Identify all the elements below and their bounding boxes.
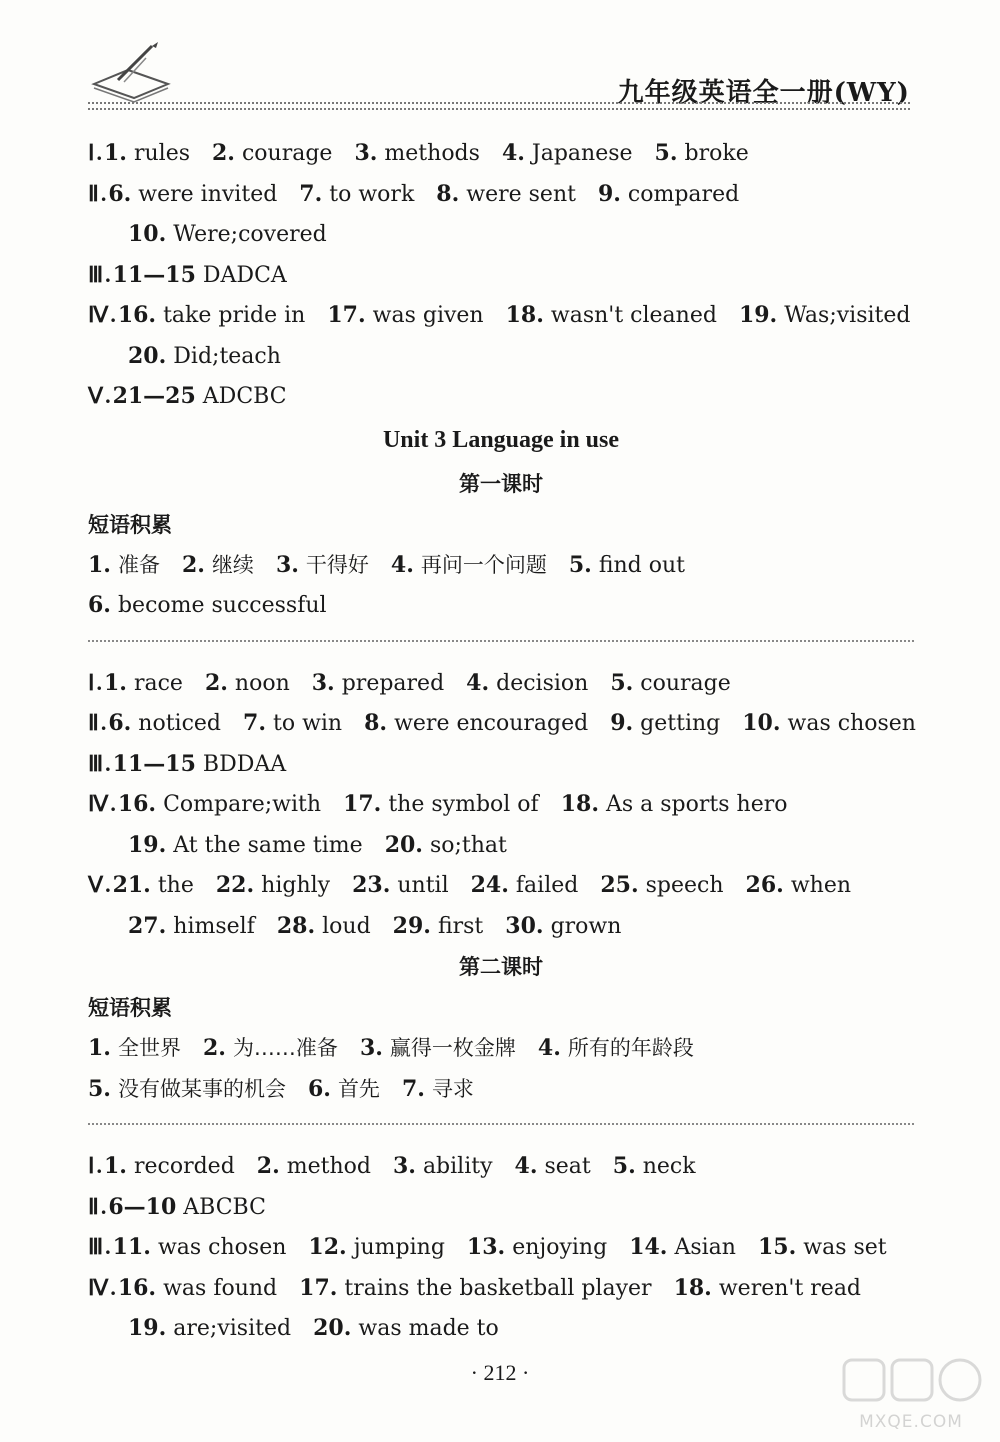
question-number: 4. xyxy=(537,1035,561,1061)
roman-numeral: Ⅴ xyxy=(88,383,104,408)
answer-line xyxy=(88,255,914,296)
question-number: 23. xyxy=(352,872,391,898)
roman-dot: . xyxy=(96,140,102,165)
answer-item xyxy=(308,1235,445,1260)
answer-item xyxy=(243,711,342,736)
answer-line xyxy=(88,865,914,906)
question-number: 18. xyxy=(560,791,599,817)
answer-item xyxy=(88,593,327,618)
answer-text: Were;covered xyxy=(173,222,327,247)
answer-item xyxy=(113,1235,287,1260)
answer-text: rules xyxy=(133,141,190,166)
roman-dot: . xyxy=(100,180,107,206)
answer-text: 准备 xyxy=(117,552,160,577)
question-number: 18. xyxy=(673,1274,712,1301)
question-number: 6. xyxy=(108,180,132,207)
answer-item xyxy=(629,1235,736,1260)
answer-text: highly xyxy=(261,873,331,898)
answer-item xyxy=(203,1036,338,1061)
answer-item xyxy=(128,833,363,858)
answer-text: jumping xyxy=(353,1235,445,1260)
question-number: 20. xyxy=(128,342,167,369)
answer-text: 再问一个问题 xyxy=(420,552,547,577)
answer-item xyxy=(276,553,369,578)
roman-dot: . xyxy=(105,872,111,897)
answer-text: speech xyxy=(645,873,724,898)
answer-item xyxy=(313,1316,499,1341)
answer-item xyxy=(113,752,286,777)
answer-text: ability xyxy=(422,1154,493,1179)
lesson-title: 第一课时 xyxy=(459,471,543,496)
answer-text: Asian xyxy=(674,1235,736,1260)
question-number: 7. xyxy=(401,1075,425,1102)
unit-title: Unit 3 Language in use xyxy=(382,426,620,453)
answer-line xyxy=(88,214,914,255)
section-title: 短语积累 xyxy=(88,996,172,1020)
page-header xyxy=(88,38,910,116)
answer-text: noticed xyxy=(138,711,222,736)
question-number: 30. xyxy=(505,912,544,939)
answer-item xyxy=(538,1036,694,1061)
answer-item xyxy=(299,182,414,207)
answer-text: the symbol of xyxy=(388,792,539,817)
answer-item xyxy=(343,792,539,817)
answer-text: Compare;with xyxy=(163,792,322,817)
answer-item xyxy=(569,553,685,578)
answer-line xyxy=(88,174,914,215)
roman-dot: . xyxy=(96,669,102,695)
book-title: 九年级英语全一册(WY) xyxy=(617,78,910,108)
answer-text: 首先 xyxy=(337,1076,380,1101)
answer-item xyxy=(598,182,739,207)
answer-line xyxy=(88,1187,914,1228)
question-number: 4. xyxy=(501,140,525,166)
roman-numeral: Ⅴ xyxy=(88,872,104,897)
answer-item xyxy=(467,1235,607,1260)
question-number: 2. xyxy=(212,140,235,166)
answer-text: method xyxy=(286,1154,371,1179)
answer-item xyxy=(128,222,327,247)
answer-text: getting xyxy=(640,711,721,736)
roman-dot: . xyxy=(96,1153,102,1178)
question-number: 6—10 xyxy=(108,1193,177,1220)
answer-item xyxy=(88,1036,181,1061)
answer-item xyxy=(502,141,633,166)
answer-item xyxy=(561,792,788,817)
answer-item xyxy=(515,1154,591,1179)
answer-line xyxy=(88,784,914,825)
answer-text: take pride in xyxy=(163,303,306,328)
answer-text: to win xyxy=(272,711,343,736)
answer-item xyxy=(360,1036,516,1061)
answer-text: weren't read xyxy=(718,1275,862,1301)
answer-text: himself xyxy=(173,913,255,939)
answer-text: Did;teach xyxy=(173,343,281,369)
answer-text: recorded xyxy=(133,1154,235,1179)
roman-numeral: Ⅱ xyxy=(88,180,99,206)
question-number: 5. xyxy=(88,1075,111,1102)
answer-text: 为……准备 xyxy=(232,1036,338,1060)
answer-item xyxy=(742,711,916,736)
answer-item xyxy=(118,792,321,817)
answer-text: was set xyxy=(803,1235,887,1260)
question-number: 3. xyxy=(275,551,299,578)
answer-text: courage xyxy=(241,141,333,166)
question-number: 29. xyxy=(392,912,431,939)
answer-text: 寻求 xyxy=(431,1076,474,1101)
answer-text: find out xyxy=(598,552,686,578)
answer-item xyxy=(299,1276,651,1301)
answer-text: courage xyxy=(640,670,731,696)
answer-line xyxy=(88,336,914,377)
answer-text: As a sports hero xyxy=(605,792,788,817)
roman-numeral: Ⅰ xyxy=(88,1153,95,1178)
answer-text: are;visited xyxy=(173,1316,292,1341)
answer-line xyxy=(88,906,914,947)
question-number: 3. xyxy=(311,669,335,696)
answer-line xyxy=(88,825,914,866)
answer-item xyxy=(308,1077,380,1102)
question-number: 28. xyxy=(276,912,316,939)
question-number: 2. xyxy=(204,669,228,696)
question-number: 9. xyxy=(610,710,634,736)
answer-item xyxy=(113,263,287,288)
roman-numeral: Ⅳ xyxy=(88,1274,109,1300)
question-number: 12. xyxy=(308,1234,347,1260)
question-number: 27. xyxy=(128,912,167,939)
answer-item xyxy=(466,671,588,696)
answer-item xyxy=(108,1195,266,1220)
question-number: 19. xyxy=(128,1315,167,1341)
answer-text: prepared xyxy=(341,670,445,696)
answer-text: were sent xyxy=(466,181,576,207)
answer-item xyxy=(746,873,851,898)
answer-text: was found xyxy=(163,1275,278,1301)
question-number: 2. xyxy=(256,1153,280,1179)
question-number: 11—15 xyxy=(112,261,196,288)
question-number: 6. xyxy=(108,710,132,736)
answer-item xyxy=(118,303,306,328)
answer-item xyxy=(364,711,588,736)
answer-item xyxy=(257,1154,371,1179)
question-number: 5. xyxy=(568,551,592,578)
question-number: 20. xyxy=(313,1315,352,1341)
dotted-divider xyxy=(88,1123,914,1126)
answer-item xyxy=(402,1077,474,1102)
answer-item xyxy=(128,1316,291,1341)
roman-dot: . xyxy=(110,302,116,327)
question-number: 9. xyxy=(597,180,621,207)
answer-item xyxy=(505,914,621,939)
question-number: 15. xyxy=(757,1234,797,1260)
question-number: 5. xyxy=(610,669,634,696)
question-number: 10. xyxy=(128,221,167,247)
answer-item xyxy=(674,1276,861,1301)
question-number: 8. xyxy=(364,710,388,736)
answer-text: 全世界 xyxy=(117,1036,181,1060)
question-number: 16. xyxy=(117,1274,157,1301)
answer-text: the xyxy=(157,873,194,898)
roman-dot: . xyxy=(105,383,111,408)
roman-numeral: Ⅳ xyxy=(88,791,109,816)
roman-dot: . xyxy=(110,791,116,816)
answer-text: methods xyxy=(384,141,480,166)
answer-item xyxy=(436,182,576,207)
question-number: 22. xyxy=(215,872,255,898)
question-number: 21. xyxy=(112,872,151,898)
question-number: 4. xyxy=(514,1153,538,1179)
question-number: 2. xyxy=(181,551,205,578)
section-title: 短语积累 xyxy=(88,512,172,537)
answer-text: 继续 xyxy=(211,552,254,577)
answer-text: Was;visited xyxy=(784,303,911,328)
question-number: 3. xyxy=(354,140,378,166)
answer-text: was chosen xyxy=(157,1235,287,1260)
answer-text: loud xyxy=(322,913,371,939)
answer-item xyxy=(205,671,290,696)
answer-text: 赢得一枚金牌 xyxy=(389,1036,516,1060)
answer-text: were encouraged xyxy=(394,711,589,736)
answer-item xyxy=(118,1276,277,1301)
answer-text: broke xyxy=(684,141,749,166)
answer-item xyxy=(108,711,221,736)
answer-text: were invited xyxy=(138,181,278,207)
roman-dot: . xyxy=(105,1234,111,1259)
answer-text: decision xyxy=(496,670,589,696)
question-number: 5. xyxy=(612,1153,636,1179)
question-number: 13. xyxy=(466,1234,506,1260)
answer-item xyxy=(613,1154,696,1179)
answer-line xyxy=(88,585,914,626)
question-number: 18. xyxy=(505,302,544,328)
roman-dot: . xyxy=(105,750,111,776)
answer-item xyxy=(104,1154,235,1179)
answer-text: was made to xyxy=(358,1316,499,1341)
roman-numeral: Ⅰ xyxy=(88,669,95,695)
answer-text: 没有做某事的机会 xyxy=(117,1076,286,1101)
answer-line xyxy=(88,133,914,174)
answer-item xyxy=(739,303,911,328)
answer-item xyxy=(212,141,332,166)
answer-item xyxy=(88,553,160,578)
answer-item xyxy=(610,671,730,696)
question-number: 17. xyxy=(327,302,366,328)
question-number: 8. xyxy=(436,180,460,207)
pencil-book-icon xyxy=(88,40,178,106)
answer-item xyxy=(327,303,483,328)
answer-text: race xyxy=(133,670,183,696)
answer-text: ABCBC xyxy=(183,1194,266,1220)
answer-text: wasn't cleaned xyxy=(550,303,717,328)
watermark-text: MXQE.COM xyxy=(859,1412,963,1432)
answer-item xyxy=(354,141,479,166)
answer-text: BDDAA xyxy=(202,751,287,777)
roman-numeral: Ⅲ xyxy=(88,261,104,287)
question-number: 17. xyxy=(299,1274,338,1301)
question-number: 10. xyxy=(742,710,781,736)
answer-content xyxy=(88,133,914,1349)
watermark-logo-icon xyxy=(836,1354,986,1410)
question-number: 7. xyxy=(243,710,266,736)
question-number: 1. xyxy=(104,669,127,696)
answer-text: to work xyxy=(329,181,415,207)
answer-text: Japanese xyxy=(531,141,633,166)
answer-text: when xyxy=(790,873,852,898)
question-number: 16. xyxy=(117,791,157,817)
answer-item xyxy=(393,914,484,939)
roman-dot: . xyxy=(100,710,107,735)
answer-line xyxy=(88,1028,914,1069)
answer-line xyxy=(88,1069,914,1110)
answer-item xyxy=(352,873,449,898)
answer-text: become successful xyxy=(117,593,327,618)
question-number: 21—25 xyxy=(112,383,196,409)
question-number: 1. xyxy=(88,1035,111,1061)
answer-text: At the same time xyxy=(173,832,363,858)
question-number: 6. xyxy=(88,592,111,618)
answer-item xyxy=(758,1235,887,1260)
question-number: 16. xyxy=(117,302,157,328)
question-number: 1. xyxy=(88,551,111,578)
question-number: 1. xyxy=(104,1153,127,1179)
answer-text: failed xyxy=(515,873,579,898)
answer-text: trains the basketball player xyxy=(344,1275,652,1301)
answer-line xyxy=(88,545,914,586)
question-number: 4. xyxy=(466,669,490,696)
roman-numeral: Ⅲ xyxy=(88,1234,104,1259)
roman-dot: . xyxy=(100,1193,107,1219)
question-number: 17. xyxy=(343,791,382,817)
question-number: 3. xyxy=(392,1153,416,1179)
answer-line xyxy=(88,376,914,417)
answer-line xyxy=(88,703,914,744)
question-number: 4. xyxy=(390,551,414,578)
question-number: 6. xyxy=(307,1075,331,1102)
answer-line xyxy=(88,295,914,336)
lesson-title: 第二课时 xyxy=(459,955,543,979)
answer-text: 所有的年龄段 xyxy=(567,1036,694,1060)
answer-item xyxy=(655,141,749,166)
answer-item xyxy=(128,344,281,369)
roman-numeral: Ⅲ xyxy=(88,750,104,776)
watermark xyxy=(836,1354,986,1432)
answer-item xyxy=(312,671,444,696)
answer-text: neck xyxy=(642,1154,696,1179)
answer-line xyxy=(88,1227,914,1268)
roman-numeral: Ⅰ xyxy=(88,140,95,165)
answer-text: grown xyxy=(550,913,622,939)
answer-line xyxy=(88,1268,914,1309)
answer-text: enjoying xyxy=(512,1235,608,1260)
question-number: 11. xyxy=(112,1234,151,1260)
answer-text: compared xyxy=(627,181,740,207)
answer-item xyxy=(391,553,547,578)
question-number: 11—15 xyxy=(112,750,196,777)
roman-dot: . xyxy=(110,1274,116,1300)
answer-item xyxy=(104,671,183,696)
roman-numeral: Ⅱ xyxy=(88,1193,99,1219)
roman-numeral: Ⅱ xyxy=(88,710,99,735)
answer-item xyxy=(128,914,255,939)
page-number: · 212 · xyxy=(470,1360,530,1385)
question-number: 26. xyxy=(745,872,784,898)
answer-item xyxy=(108,182,277,207)
answer-line xyxy=(88,1146,914,1187)
question-number: 3. xyxy=(359,1035,383,1061)
question-number: 25. xyxy=(600,872,639,898)
answer-item xyxy=(216,873,330,898)
answer-text: first xyxy=(437,913,484,939)
answer-text: so;that xyxy=(429,832,507,858)
answer-text: DADCA xyxy=(202,262,287,288)
answer-item xyxy=(385,833,507,858)
answer-item xyxy=(393,1154,493,1179)
answer-item xyxy=(113,873,194,898)
question-number: 7. xyxy=(299,180,323,207)
question-number: 24. xyxy=(470,872,509,898)
roman-numeral: Ⅳ xyxy=(88,302,109,327)
question-number: 14. xyxy=(629,1234,668,1260)
answer-text: until xyxy=(397,873,449,898)
answer-item xyxy=(600,873,723,898)
answer-text: was given xyxy=(372,303,484,328)
roman-dot: . xyxy=(105,261,111,287)
dotted-divider xyxy=(88,640,914,643)
answer-item xyxy=(113,384,287,409)
answer-item xyxy=(88,1077,286,1102)
answer-item xyxy=(506,303,717,328)
answer-text: noon xyxy=(234,670,290,696)
answer-item xyxy=(471,873,579,898)
answer-text: ADCBC xyxy=(202,384,287,409)
answer-text: 干得好 xyxy=(305,552,369,577)
header-divider xyxy=(88,102,910,110)
answer-item xyxy=(277,914,371,939)
answer-text: seat xyxy=(544,1154,591,1179)
answer-line xyxy=(88,663,914,704)
question-number: 2. xyxy=(202,1035,226,1061)
answer-item xyxy=(104,141,190,166)
question-number: 5. xyxy=(654,140,678,166)
question-number: 20. xyxy=(384,831,423,858)
question-number: 1. xyxy=(104,140,127,166)
question-number: 19. xyxy=(738,302,778,328)
question-number: 19. xyxy=(128,831,167,858)
answer-line xyxy=(88,744,914,785)
answer-line xyxy=(88,1308,914,1349)
answer-item xyxy=(182,553,254,578)
answer-text: was chosen xyxy=(787,711,916,736)
answer-item xyxy=(610,711,720,736)
